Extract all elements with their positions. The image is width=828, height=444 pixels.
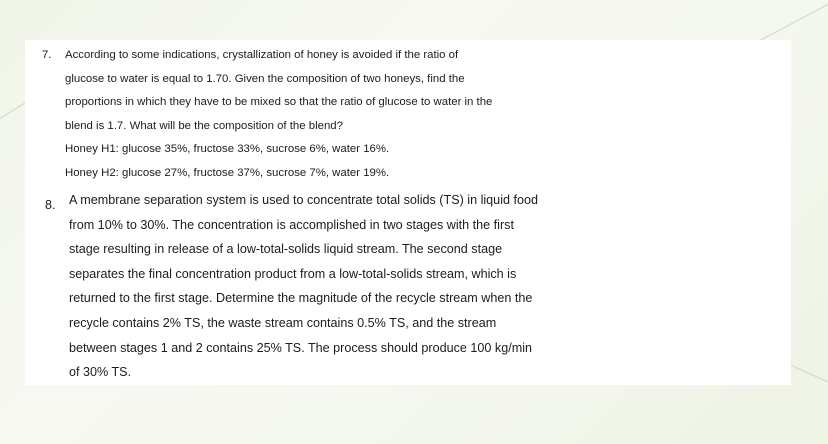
text-line: According to some indications, crystallization of honey is avoided if the ratio of [65, 49, 459, 61]
text-line: stage resulting in release of a low-total-solids liquid stream. The second stage [69, 242, 503, 257]
text-line: Honey H1: glucose 35%, fructose 33%, sucrose 6%, water 16%. [65, 143, 390, 156]
text-line: blend is 1.7. What will be the composition of the blend? [65, 119, 343, 132]
problem-text [65, 44, 585, 186]
text-line: separates the final concentration product from a low-total-solids stream, which is [69, 266, 517, 281]
text-line: from 10% to 30%. The concentration is accomplished in two stages with the first [69, 217, 514, 232]
text-line: recycle contains 2% TS, the waste stream contains 0.5% TS, and the stream [69, 315, 497, 330]
problem-number: 8. [45, 198, 56, 212]
decorative-line [760, 0, 828, 41]
problem-number: 7. [42, 49, 52, 61]
text-line: returned to the first stage. Determine the magnitude of the recycle stream when the [69, 291, 533, 306]
problem-text [69, 188, 659, 385]
text-line: glucose to water is equal to 1.70. Given the composition of two honeys, find the [65, 72, 465, 85]
text-line: A membrane separation system is used to concentrate total solids (TS) in liquid food [69, 193, 538, 207]
document-page [25, 40, 791, 385]
text-line: between stages 1 and 2 contains 25% TS. The process should produce 100 kg/min [69, 340, 532, 355]
text-line: proportions in which they have to be mixed so that the ratio of glucose to water in the [65, 96, 493, 109]
text-line: Honey H2: glucose 27%, fructose 37%, sucrose 7%, water 19%. [65, 166, 390, 179]
text-line: of 30% TS. [69, 365, 132, 380]
